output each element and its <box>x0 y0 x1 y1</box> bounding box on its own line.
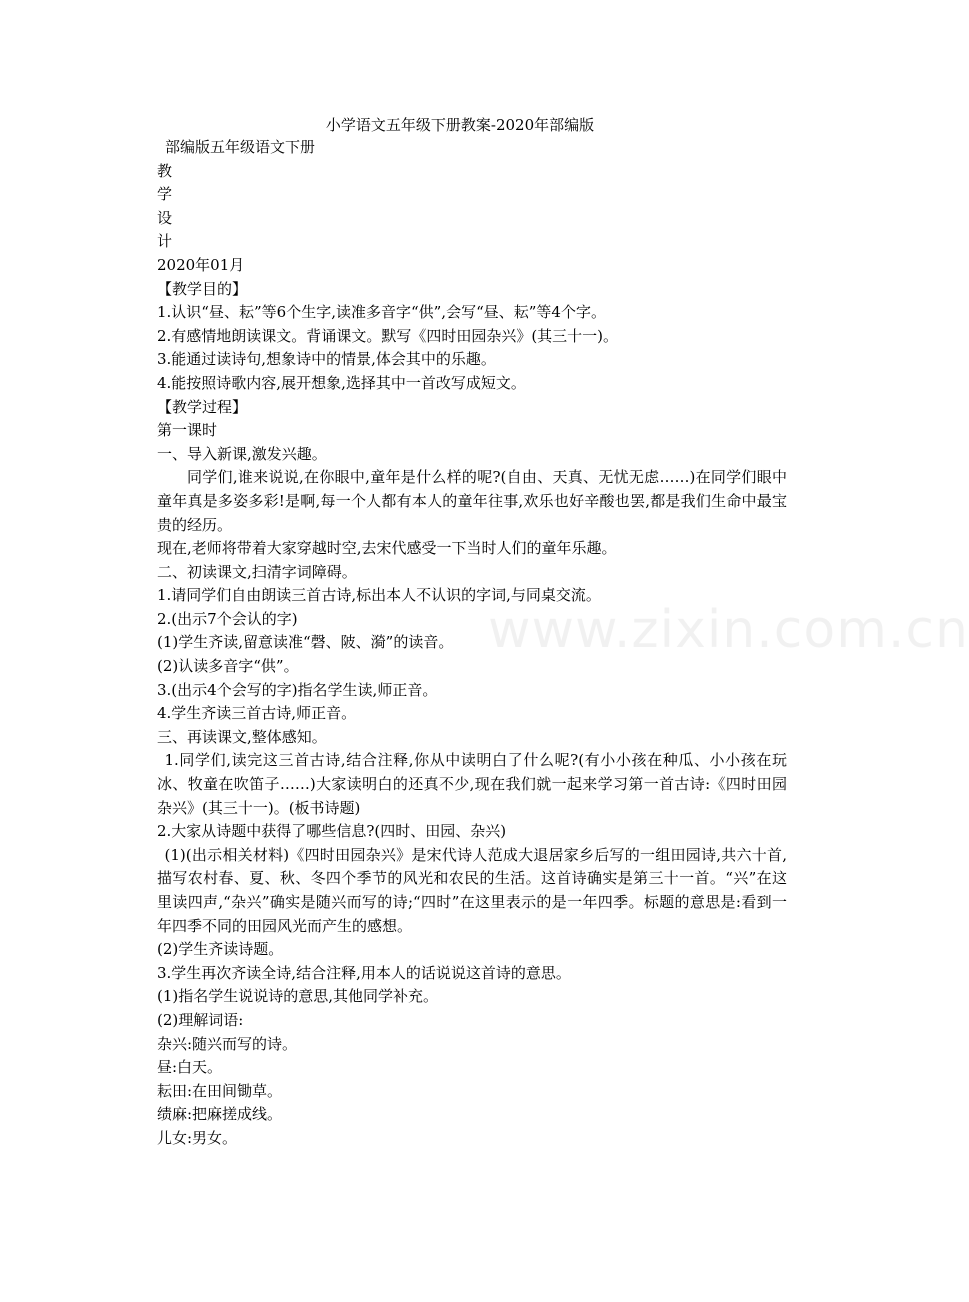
watermark: www.zixin.com.cn <box>488 600 969 660</box>
objective-item: 3.能通过读诗句,想象诗中的情景,体会其中的乐趣。 <box>157 350 496 369</box>
section-heading-process: 【教学过程】 <box>157 397 248 416</box>
paragraph-intro: 同学们,谁来说说,在你眼中,童年是什么样的呢?(自由、天真、无忧无虑……)在同学们眼中童年真是多姿多彩!是啊,每一个人都有本人的童年往事,欢乐也好辛酸也罢,都是我们生命中最宝贵的经历。 <box>157 468 787 534</box>
paragraph-read: 1.同学们,读完这三首古诗,结合注释,你从中读明白了什么呢?(有小小孩在种瓜、小小孩在玩冰、牧童在吹笛子……)大家读明白的还真不少,现在我们就一起来学习第一首古诗:《四时田园杂兴》(其三十一)。(板书诗题) <box>157 751 787 817</box>
paragraph-line: (1)指名学生说说诗的意思,其他同学补充。 <box>157 987 439 1006</box>
cover-line-char-4: 计 <box>157 232 173 251</box>
objective-item: 4.能按照诗歌内容,展开想象,选择其中一首改写成短文。 <box>157 373 526 392</box>
vocab-item: 耘田:在田间锄草。 <box>157 1081 283 1100</box>
step-heading: 一、导入新课,激发兴趣。 <box>157 444 327 463</box>
document-title: 小学语文五年级下册教案-2020年部编版 <box>325 116 595 134</box>
paragraph-line: 3.(出示4个会写的字)指名学生读,师正音。 <box>157 680 438 699</box>
vocab-item: 杂兴:随兴而写的诗。 <box>157 1034 298 1053</box>
step-heading: 二、初读课文,扫清字词障碍。 <box>157 562 357 581</box>
cover-line-textbook: 部编版五年级语文下册 <box>165 138 316 156</box>
objective-item: 1.认识“昼、耘”等6个生字,读准多音字“供”,会写“昼、耘”等4个字。 <box>157 303 606 322</box>
paragraph-line: (2)理解词语: <box>157 1010 244 1029</box>
cover-line-char-2: 学 <box>157 185 173 204</box>
paragraph-line: (2)认读多音字“供”。 <box>157 657 299 676</box>
vocab-item: 儿女:男女。 <box>157 1128 238 1147</box>
objective-item: 2.有感情地朗读课文。背诵课文。默写《四时田园杂兴》(其三十一)。 <box>157 326 619 345</box>
paragraph-line: (2)学生齐读诗题。 <box>157 940 284 959</box>
paragraph-line: 2.(出示7个会认的字) <box>157 609 298 628</box>
step-heading: 三、再读课文,整体感知。 <box>157 727 327 746</box>
paragraph-line: 现在,老师将带着大家穿越时空,去宋代感受一下当时人们的童年乐趣。 <box>157 539 617 558</box>
cover-line-char-1: 教 <box>157 161 173 180</box>
cover-line-char-3: 设 <box>157 208 173 227</box>
paragraph-material: (1)(出示相关材料)《四时田园杂兴》是宋代诗人范成大退居家乡后写的一组田园诗,共六十首,描写农村春、夏、秋、冬四个季节的风光和农民的生活。这首诗确实是第三十一首。“兴”在这里读四声,“杂兴”确实是随兴而写的诗;“四时”在这里表示的是一年四季。标题的意思是:看到一年四季不同的田园风光而产生的感想。 <box>157 845 787 935</box>
paragraph-line: (1)学生齐读,留意读准“磬、陂、漪”的读音。 <box>157 633 454 652</box>
vocab-item: 绩麻:把麻搓成线。 <box>157 1105 283 1124</box>
paragraph-line: 1.请同学们自由朗读三首古诗,标出本人不认识的字词,与同桌交流。 <box>157 586 601 605</box>
paragraph-line: 2.大家从诗题中获得了哪些信息?(四时、田园、杂兴) <box>157 822 507 841</box>
paragraph-line: 4.学生齐读三首古诗,师正音。 <box>157 704 357 723</box>
vocab-item: 昼:白天。 <box>157 1058 223 1077</box>
paragraph-line: 3.学生再次齐读全诗,结合注释,用本人的话说说这首诗的意思。 <box>157 963 571 982</box>
cover-line-date: 2020年01月 <box>157 255 245 274</box>
section-heading-objectives: 【教学目的】 <box>157 279 248 298</box>
lesson-heading: 第一课时 <box>157 421 218 440</box>
